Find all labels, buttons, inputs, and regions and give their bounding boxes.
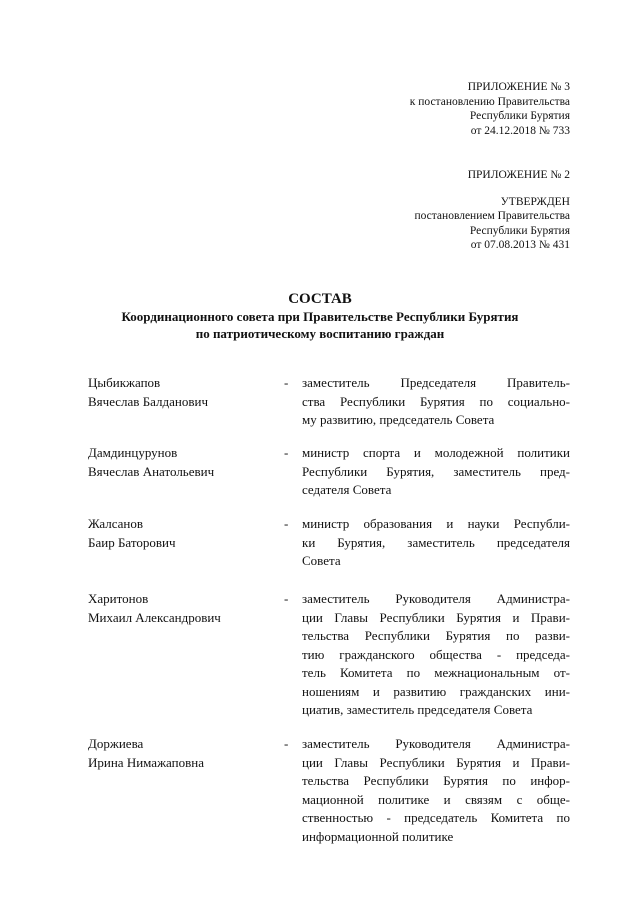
member-name [88, 374, 278, 411]
approved-label: УТВЕРЖДЕН [500, 195, 570, 208]
member-name [88, 515, 278, 552]
role-line: тию гражданского общества - председа- [302, 646, 570, 662]
role-line: ношениям и развитию гражданских ини- [302, 683, 570, 699]
separator-dash: - [284, 375, 289, 390]
role-line: тельства Республики Бурятия по разви- [302, 628, 570, 643]
annex-3-line: к постановлению Правительства [409, 95, 570, 108]
role-line: министр образования и науки Республи- [302, 516, 570, 531]
member-surname: Жалсанов [88, 516, 143, 531]
member-entry [88, 374, 570, 444]
role-line: заместитель Руководителя Администра- [302, 736, 570, 751]
role-line: тельства Республики Бурятия по инфор- [302, 773, 570, 788]
role-line: седателя Совета [302, 482, 392, 497]
member-name [88, 590, 278, 627]
role-line: Совета [302, 553, 341, 568]
member-surname: Харитонов [88, 591, 149, 606]
member-role [302, 444, 570, 500]
member-given-name: Ирина Нимажаповна [88, 754, 204, 770]
members-list [88, 374, 570, 855]
role-line: Республики Бурятия, заместитель пред- [302, 463, 570, 479]
member-name [88, 735, 278, 772]
member-entry [88, 735, 570, 855]
role-line: циатив, заместитель председателя Совета [302, 702, 533, 717]
title-line-2: Координационного совета при Правительстве Республики Бурятия [121, 309, 519, 324]
member-given-name: Вячеслав Анатольевич [88, 463, 215, 479]
member-surname: Цыбикжапов [88, 375, 161, 390]
annex-2-line: постановлением Правительства [414, 210, 570, 222]
role-line: заместитель Руководителя Администра- [302, 591, 570, 606]
member-role [302, 735, 570, 846]
annex-2-heading: ПРИЛОЖЕНИЕ № 2 [467, 169, 570, 181]
member-entry [88, 590, 570, 735]
member-role [302, 374, 570, 430]
annex-2-date-number: от 07.08.2013 № 431 [470, 239, 570, 251]
separator-dash: - [284, 445, 289, 460]
role-line: информационной политике [302, 828, 454, 844]
role-line: заместитель Председателя Правитель- [302, 375, 570, 390]
separator-dash: - [284, 736, 289, 751]
role-line: ции Главы Республики Бурятия и Прави- [302, 609, 570, 625]
member-entry [88, 444, 570, 515]
title-line-3: по патриотическому воспитанию граждан [195, 326, 445, 341]
annex-3-heading: ПРИЛОЖЕНИЕ № 3 [467, 81, 570, 93]
title-main: СОСТАВ [288, 291, 352, 307]
member-surname: Дамдинцурунов [88, 445, 178, 460]
annex-2-line: Республики Бурятия [469, 224, 570, 237]
annex-3-line: Республики Бурятия [469, 110, 570, 122]
annex-2-block [414, 168, 570, 253]
annex-3-block [410, 80, 570, 138]
role-line: му развитию, председатель Совета [302, 412, 495, 427]
role-line: ства Республики Бурятия по социально- [302, 393, 570, 409]
member-given-name: Михаил Александрович [88, 609, 221, 625]
member-role [302, 590, 570, 720]
role-line: мационной политике и связям с обще- [302, 791, 570, 807]
role-line: ственностью - председатель Комитета по [302, 810, 570, 825]
member-role [302, 515, 570, 571]
role-line: ции Главы Республики Бурятия и Прави- [302, 754, 570, 770]
role-line: министр спорта и молодежной политики [302, 445, 570, 460]
separator-dash: - [284, 591, 289, 606]
member-given-name: Баир Баторович [88, 534, 176, 550]
member-surname: Доржиева [88, 736, 144, 751]
role-line: тель Комитета по межнациональным от- [302, 665, 570, 680]
member-given-name: Вячеслав Балданович [88, 393, 209, 409]
separator-dash: - [284, 516, 289, 531]
member-entry [88, 515, 570, 590]
document-title [0, 290, 640, 342]
member-name [88, 444, 278, 481]
role-line: ки Бурятия, заместитель председателя [302, 534, 570, 550]
annex-3-date-number: от 24.12.2018 № 733 [470, 124, 570, 137]
